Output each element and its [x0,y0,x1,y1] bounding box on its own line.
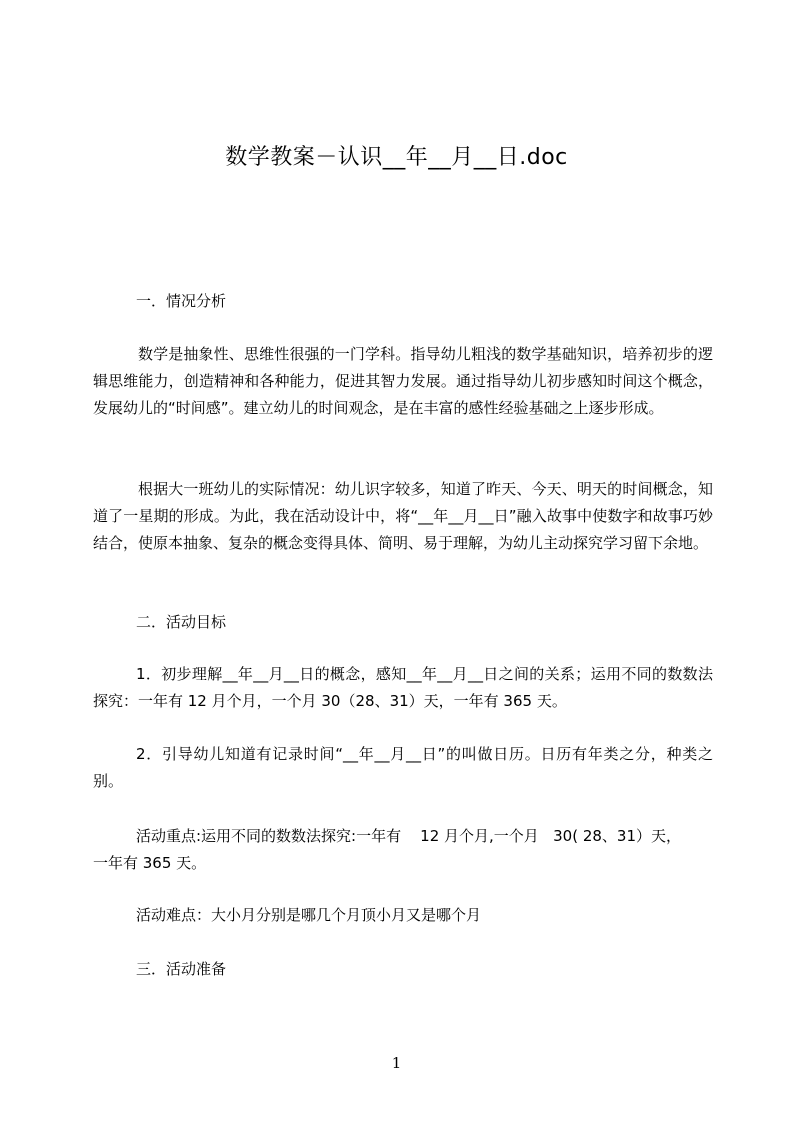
key-point-line-1: 活动重点:运用不同的数数法探究:一年有 12 月个月,一个月 30( 28、31）天， [136,827,681,845]
page-number: 1 [391,1054,402,1072]
paragraph-analysis-1: 数学是抽象性、思维性很强的一门学科。指导幼儿粗浅的数学基础知识，培养初步的逻辑思维能力，创造精神和各种能力，促进其智力发展。通过指导幼儿初步感知时间这个概念，发展幼儿的“时间感”。建立幼儿的时间观念，是在丰富的感性经验基础之上逐步形成。 [93,345,713,417]
paragraph-analysis-2: 根据大一班幼儿的实际情况：幼儿识字较多，知道了昨天、今天、明天的时间概念，知道了一星期的形成。为此，我在活动设计中，将“__年__月__日”融入故事中使数字和故事巧妙结合，使原本抽象、复杂的概念变得具体、简明、易于理解，为幼儿主动探究学习留下余地。 [93,480,713,552]
section-heading-goals: 二．活动目标 [136,613,227,631]
difficulty-line: 活动难点：大小月分别是哪几个月顶小月又是哪个月 [136,906,482,924]
key-point-line-2: 一年有 365 天。 [93,854,207,872]
paragraph-goal-1: 1．初步理解__年__月__日的概念，感知__年__月__日之间的关系；运用不同的数数法探究：一年有 12 月个月，一个月 30（28、31）天，一年有 365 天。 [93,665,713,710]
document-title: 数学教案－认识__年__月__日.doc [225,145,568,170]
paragraph-goal-2: 2．引导幼儿知道有记录时间“__年__月__日”的叫做日历。日历有年类之分，种类之别。 [93,745,713,790]
section-heading-preparation: 三．活动准备 [136,960,227,978]
section-heading-analysis: 一．情况分析 [136,292,227,310]
